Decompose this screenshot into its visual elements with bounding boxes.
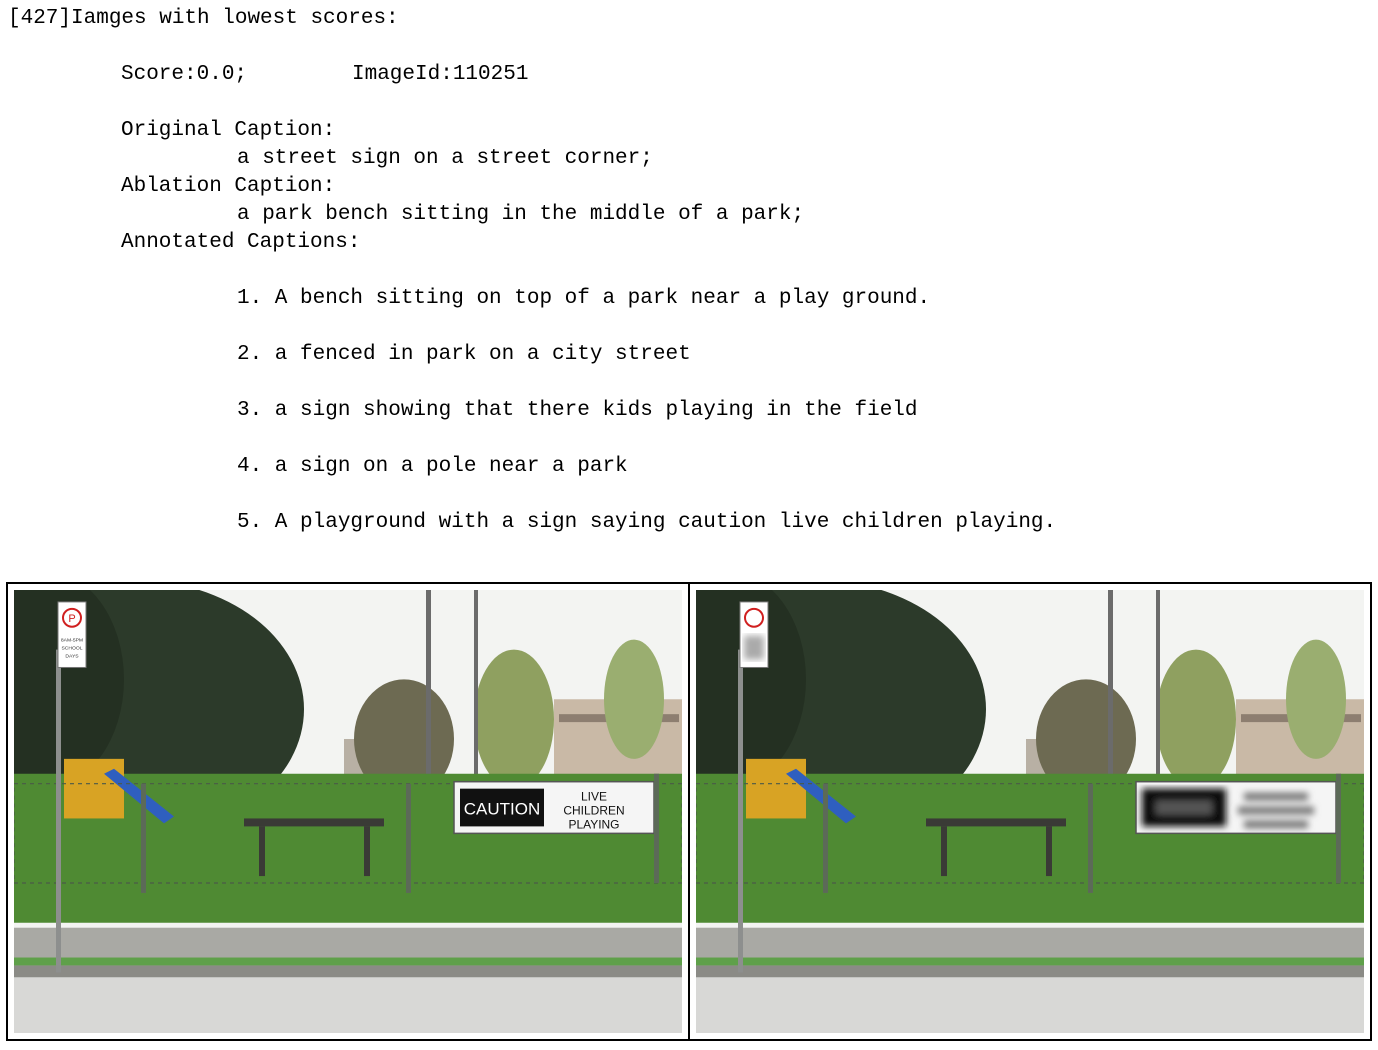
annotated-captions-list	[237, 285, 1056, 565]
annotated-caption-item: 3. a sign showing that there kids playing in the field	[237, 399, 918, 422]
ablated-photo	[696, 590, 1364, 1033]
svg-text:P: P	[68, 612, 76, 625]
annotated-caption-item: 2. a fenced in park on a city street	[237, 343, 691, 366]
sign-live-text: LIVE	[581, 789, 607, 804]
young-tree	[474, 650, 554, 789]
original-photo	[14, 590, 682, 1033]
ablated-image-cell	[688, 584, 1370, 1039]
caution-text: CAUTION	[463, 799, 541, 819]
play-structure	[64, 759, 124, 819]
output-header: [427]Iamges with lowest scores:	[8, 7, 399, 30]
ablation-caption-text: a park bench sitting in the middle of a park;	[237, 203, 805, 226]
sign-playing-text: PLAYING	[568, 817, 620, 832]
original-caption-label: Original Caption:	[121, 119, 336, 142]
parking-sign-line: SCHOOL	[61, 645, 83, 652]
score-value: Score:0.0;	[121, 63, 248, 86]
road	[14, 977, 682, 1033]
original-image-cell	[8, 584, 688, 1039]
sign-pole	[56, 650, 61, 973]
annotated-captions-label: Annotated Captions:	[121, 231, 361, 254]
ablation-caption-label: Ablation Caption:	[121, 175, 336, 198]
original-caption-text: a street sign on a street corner;	[237, 147, 653, 170]
sidewalk	[14, 928, 682, 958]
image-id-value: ImageId:110251	[352, 63, 529, 86]
utility-pole	[426, 590, 431, 789]
sign-children-text: CHILDREN	[563, 803, 625, 818]
picnic-table	[244, 818, 384, 826]
annotated-caption-item: 4. a sign on a pole near a park	[237, 455, 628, 478]
curb	[14, 965, 682, 977]
parking-sign-line: 8AM-5PM	[60, 637, 84, 644]
image-comparison-table	[6, 582, 1372, 1041]
annotated-caption-item: 5. A playground with a sign saying caution live children playing.	[237, 511, 1057, 534]
annotated-caption-item: 1. A bench sitting on top of a park near a play ground.	[237, 287, 931, 310]
parking-sign-line: DAYS	[65, 653, 79, 660]
